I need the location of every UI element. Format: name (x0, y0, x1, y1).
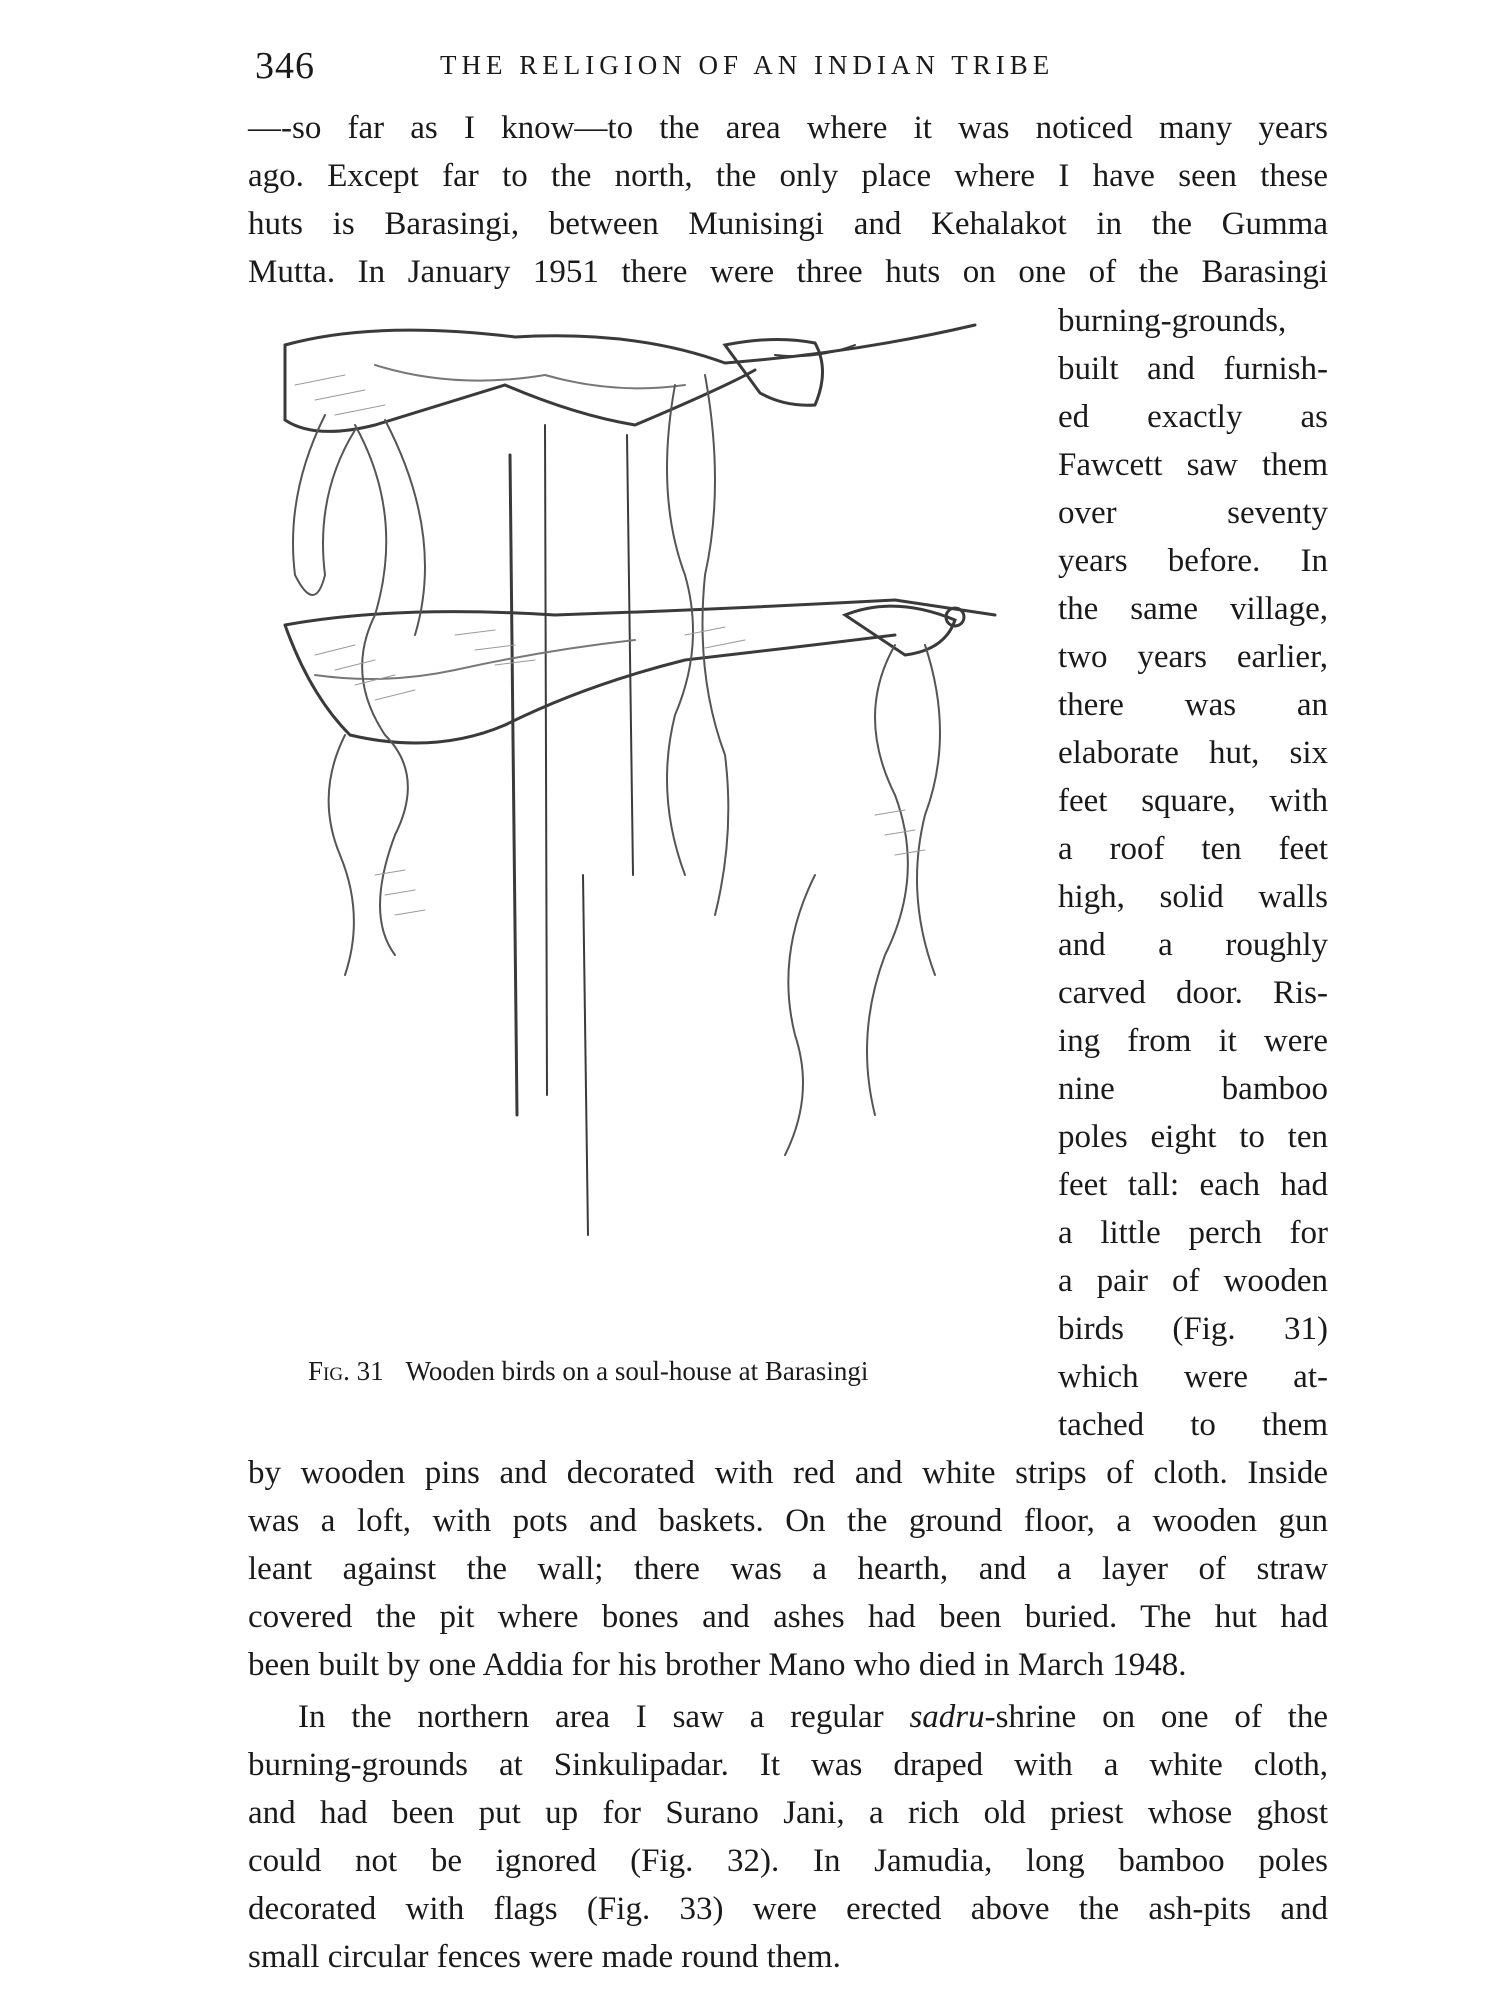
paragraph-line (298, 1701, 1328, 1734)
text-segment: In the northern area I saw a regular (298, 1699, 910, 1735)
pole (510, 455, 517, 1115)
side-text-line: over seventy (1058, 495, 1328, 531)
side-text-line: tached to them (1058, 1407, 1328, 1443)
side-text-line: two years earlier, (1058, 639, 1328, 675)
pole (627, 435, 633, 875)
side-text-line: a pair of wooden (1058, 1263, 1328, 1299)
paragraph-line: burning-grounds at Sinkulipadar. It was draped with a white cloth, (248, 1747, 1328, 1783)
side-text-line: burning-grounds, (1058, 303, 1287, 339)
text-line: Mutta. In January 1951 there were three huts on one of the Barasingi (248, 254, 1328, 290)
side-text-line: ing from it were (1058, 1023, 1328, 1059)
side-text-line: high, solid walls (1058, 879, 1328, 915)
side-text-line: carved door. Ris- (1058, 975, 1328, 1011)
paragraph-line: small circular fences were made round them. (248, 1939, 841, 1975)
running-title: THE RELIGION OF AN INDIAN TRIBE (440, 50, 1055, 80)
upper-wooden-bird (285, 325, 975, 431)
side-text-line: built and furnish- (1058, 351, 1328, 387)
text-line: covered the pit where bones and ashes had been buried. The hut had (248, 1599, 1328, 1635)
figure-caption (308, 1356, 868, 1387)
page-number: 346 (255, 45, 315, 87)
shading (295, 375, 925, 915)
pole (545, 425, 547, 1095)
side-text-line: and a roughly (1058, 927, 1328, 963)
text-line: been built by one Addia for his brother Mano who died in March 1948. (248, 1647, 1187, 1683)
soul-house-illustration (255, 315, 1045, 1355)
side-text-line: nine bamboo (1058, 1071, 1328, 1107)
cloth-strips (293, 375, 940, 1155)
figure-label: Fig. 31 (308, 1356, 384, 1386)
text-segment: -shrine on one of the (984, 1699, 1328, 1735)
side-text-line: birds (Fig. 31) (1058, 1311, 1328, 1347)
italic-term: sadru (909, 1699, 985, 1735)
paragraph-line: decorated with flags (Fig. 33) were erected above the ash-pits and (248, 1891, 1328, 1927)
side-text-line: years before. In (1058, 543, 1328, 579)
side-text-line: feet tall: each had (1058, 1167, 1328, 1203)
side-text-line: ed exactly as (1058, 399, 1328, 435)
text-line: huts is Barasingi, between Munisingi and Kehalakot in the Gumma (248, 206, 1328, 242)
text-line: —-so far as I know—to the area where it was noticed many years (248, 110, 1328, 146)
figure-caption-text: Wooden birds on a soul-house at Barasingi (405, 1356, 869, 1386)
text-line: leant against the wall; there was a hearth, and a layer of straw (248, 1551, 1328, 1587)
side-text-line: poles eight to ten (1058, 1119, 1328, 1155)
side-text-line: which were at- (1058, 1359, 1328, 1395)
side-text-line: there was an (1058, 687, 1328, 723)
side-text-line: feet square, with (1058, 783, 1328, 819)
side-text-line: the same village, (1058, 591, 1328, 627)
pole (583, 875, 588, 1235)
side-text-line: a roof ten feet (1058, 831, 1328, 867)
side-text-line: Fawcett saw them (1058, 447, 1328, 483)
text-line: ago. Except far to the north, the only place where I have seen these (248, 158, 1328, 194)
paragraph-line: and had been put up for Surano Jani, a rich old priest whose ghost (248, 1795, 1328, 1831)
text-line: by wooden pins and decorated with red and white strips of cloth. Inside (248, 1455, 1328, 1491)
text-line: was a loft, with pots and baskets. On the ground floor, a wooden gun (248, 1503, 1328, 1539)
side-text-line: a little perch for (1058, 1215, 1328, 1251)
paragraph-line: could not be ignored (Fig. 32). In Jamudia, long bamboo poles (248, 1843, 1328, 1879)
side-text-line: elaborate hut, six (1058, 735, 1328, 771)
lower-wooden-bird (285, 600, 995, 743)
